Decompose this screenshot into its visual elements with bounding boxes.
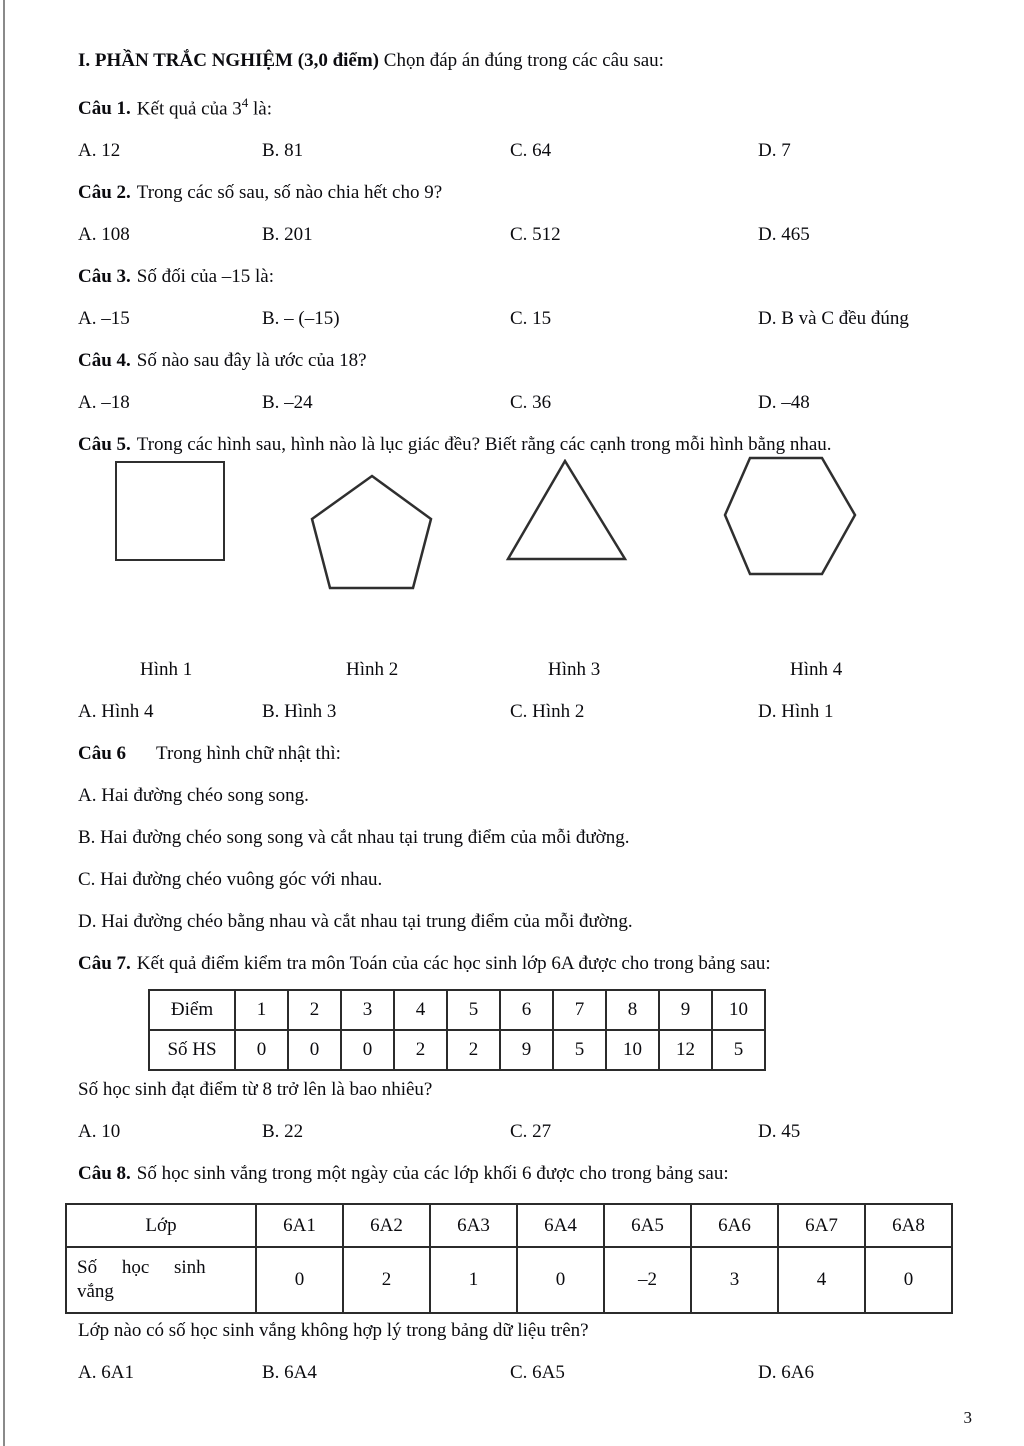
question-7-label: Câu 7.	[78, 953, 131, 975]
figure-1-square-shape	[115, 461, 225, 561]
table-cell: 4	[394, 990, 447, 1030]
table-cell: 0	[235, 1030, 288, 1070]
option: B. –24	[262, 392, 313, 414]
table-cell: 2	[343, 1247, 430, 1313]
question-3-options	[78, 308, 964, 330]
table-cell: 5	[712, 1030, 765, 1070]
figure-4-caption: Hình 4	[790, 659, 843, 681]
question-6	[78, 743, 964, 765]
option: D. Hình 1	[758, 701, 834, 723]
question-1-label: Câu 1.	[78, 98, 131, 120]
option: D. Hai đường chéo bằng nhau và cắt nhau tại trung điểm của mỗi đường.	[78, 911, 633, 933]
table-cell: Lớp	[66, 1204, 256, 1247]
option: C. 512	[510, 224, 561, 246]
table-row	[149, 990, 765, 1030]
figure-3-caption: Hình 3	[548, 659, 601, 681]
question-4-options	[78, 392, 964, 414]
table-cell: 6A2	[343, 1204, 430, 1247]
option: D. 45	[758, 1121, 801, 1143]
table-cell: –2	[604, 1247, 691, 1313]
table-cell: 2	[288, 990, 341, 1030]
option: C. 6A5	[510, 1362, 565, 1384]
question-8	[78, 1163, 964, 1185]
table-cell-line2: vắng	[77, 1281, 114, 1303]
question-2-label: Câu 2.	[78, 182, 131, 204]
question-4	[78, 350, 964, 372]
question-1-text-pre: Kết quả của 3	[136, 98, 242, 120]
table-cell: 6A3	[430, 1204, 517, 1247]
option: C. 36	[510, 392, 552, 414]
question-3-label: Câu 3.	[78, 266, 131, 288]
section-heading	[78, 50, 964, 72]
question-3-text: Số đối của –15 là:	[136, 266, 274, 288]
table-cell: 1	[430, 1247, 517, 1313]
table-cell: Điểm	[149, 990, 235, 1030]
table-cell: 1	[235, 990, 288, 1030]
absent-students-table	[65, 1203, 953, 1314]
table-cell: 6A5	[604, 1204, 691, 1247]
option: A. Hình 4	[78, 701, 154, 723]
option: B. 201	[262, 224, 313, 246]
question-5-figures	[78, 456, 964, 659]
question-7-text: Kết quả điểm kiểm tra môn Toán của các học sinh lớp 6A được cho trong bảng sau:	[136, 953, 771, 975]
table-cell: 3	[341, 990, 394, 1030]
question-7	[78, 953, 964, 975]
question-2-options	[78, 224, 964, 246]
table-cell: 4	[778, 1247, 865, 1313]
table-cell: 9	[500, 1030, 553, 1070]
figure-2-pentagon-shape	[310, 474, 433, 590]
table-cell: 8	[606, 990, 659, 1030]
question-6-text: Trong hình chữ nhật thì:	[156, 743, 341, 765]
section-heading-normal: Chọn đáp án đúng trong các câu sau:	[383, 50, 664, 71]
section-heading-bold: I. PHẦN TRẮC NGHIỆM (3,0 điểm)	[78, 50, 380, 71]
figure-captions	[78, 659, 964, 681]
option: D. –48	[758, 392, 810, 414]
table-cell: Số HS	[149, 1030, 235, 1070]
question-1-options	[78, 140, 964, 162]
question-7-options	[78, 1121, 964, 1143]
table-cell	[66, 1247, 256, 1313]
question-2-text: Trong các số sau, số nào chia hết cho 9?	[136, 182, 443, 204]
option: B. Hai đường chéo song song và cắt nhau tại trung điểm của mỗi đường.	[78, 827, 630, 849]
table-cell: 7	[553, 990, 606, 1030]
question-1-exponent: 4	[241, 95, 249, 110]
question-7-subtext: Số học sinh đạt điểm từ 8 trở lên là bao nhiêu?	[78, 1079, 433, 1101]
question-2	[78, 182, 964, 204]
question-8-options	[78, 1362, 964, 1384]
question-8-text: Số học sinh vắng trong một ngày của các lớp khối 6 được cho trong bảng sau:	[136, 1163, 729, 1185]
table-cell: 0	[256, 1247, 343, 1313]
option: A. 10	[78, 1121, 121, 1143]
figure-4-hexagon-shape	[723, 456, 857, 576]
option: C. 64	[510, 140, 552, 162]
table-cell: 0	[517, 1247, 604, 1313]
table-cell: 12	[659, 1030, 712, 1070]
table-cell: 0	[288, 1030, 341, 1070]
table-cell: 9	[659, 990, 712, 1030]
option: A. 108	[78, 224, 130, 246]
question-4-text: Số nào sau đây là ước của 18?	[136, 350, 367, 372]
option: C. 15	[510, 308, 552, 330]
question-8-label: Câu 8.	[78, 1163, 131, 1185]
option: B. 81	[262, 140, 304, 162]
table-cell: 6A4	[517, 1204, 604, 1247]
option: B. 6A4	[262, 1362, 317, 1384]
table-cell: 6A7	[778, 1204, 865, 1247]
table-row	[66, 1204, 952, 1247]
option: A. –15	[78, 308, 130, 330]
option: C. 27	[510, 1121, 552, 1143]
page-number: 3	[963, 1408, 972, 1427]
table-cell: 0	[341, 1030, 394, 1070]
question-5-label: Câu 5.	[78, 434, 131, 456]
option: C. Hình 2	[510, 701, 585, 723]
option: B. Hình 3	[262, 701, 337, 723]
table-cell: 2	[447, 1030, 500, 1070]
question-1	[78, 92, 964, 120]
table-cell: 10	[606, 1030, 659, 1070]
question-1-text-post: là:	[248, 98, 273, 120]
table-cell: 3	[691, 1247, 778, 1313]
table-cell: 5	[553, 1030, 606, 1070]
table-row	[149, 1030, 765, 1070]
option: A. Hai đường chéo song song.	[78, 785, 309, 807]
table-cell: 10	[712, 990, 765, 1030]
question-6-label: Câu 6	[78, 743, 127, 765]
option: B. 22	[262, 1121, 304, 1143]
table-cell: 6A8	[865, 1204, 952, 1247]
table-cell: 5	[447, 990, 500, 1030]
table-cell: 6	[500, 990, 553, 1030]
option: C. Hai đường chéo vuông góc với nhau.	[78, 869, 383, 891]
question-8-subtext: Lớp nào có số học sinh vắng không hợp lý trong bảng dữ liệu trên?	[78, 1320, 589, 1342]
scores-table	[148, 989, 766, 1071]
table-cell: 0	[865, 1247, 952, 1313]
question-4-label: Câu 4.	[78, 350, 131, 372]
option: D. B và C đều đúng	[758, 308, 909, 330]
option: B. – (–15)	[262, 308, 340, 330]
table-cell: 2	[394, 1030, 447, 1070]
option: A. 6A1	[78, 1362, 134, 1384]
table-cell-line1: Số học sinh	[77, 1257, 206, 1279]
table-cell: 6A6	[691, 1204, 778, 1247]
option: D. 465	[758, 224, 810, 246]
option: D. 6A6	[758, 1362, 814, 1384]
question-3	[78, 266, 964, 288]
question-5	[78, 434, 964, 456]
question-5-text: Trong các hình sau, hình nào là lục giác đều? Biết rằng các cạnh trong mỗi hình bằng nhau.	[136, 434, 832, 456]
option: A. –18	[78, 392, 130, 414]
figure-1-caption: Hình 1	[140, 659, 193, 681]
figure-3-triangle-shape	[505, 459, 628, 561]
option: D. 7	[758, 140, 791, 162]
option: A. 12	[78, 140, 121, 162]
figure-2-caption: Hình 2	[346, 659, 399, 681]
question-5-options	[78, 701, 964, 723]
table-cell: 6A1	[256, 1204, 343, 1247]
table-row	[66, 1247, 952, 1313]
